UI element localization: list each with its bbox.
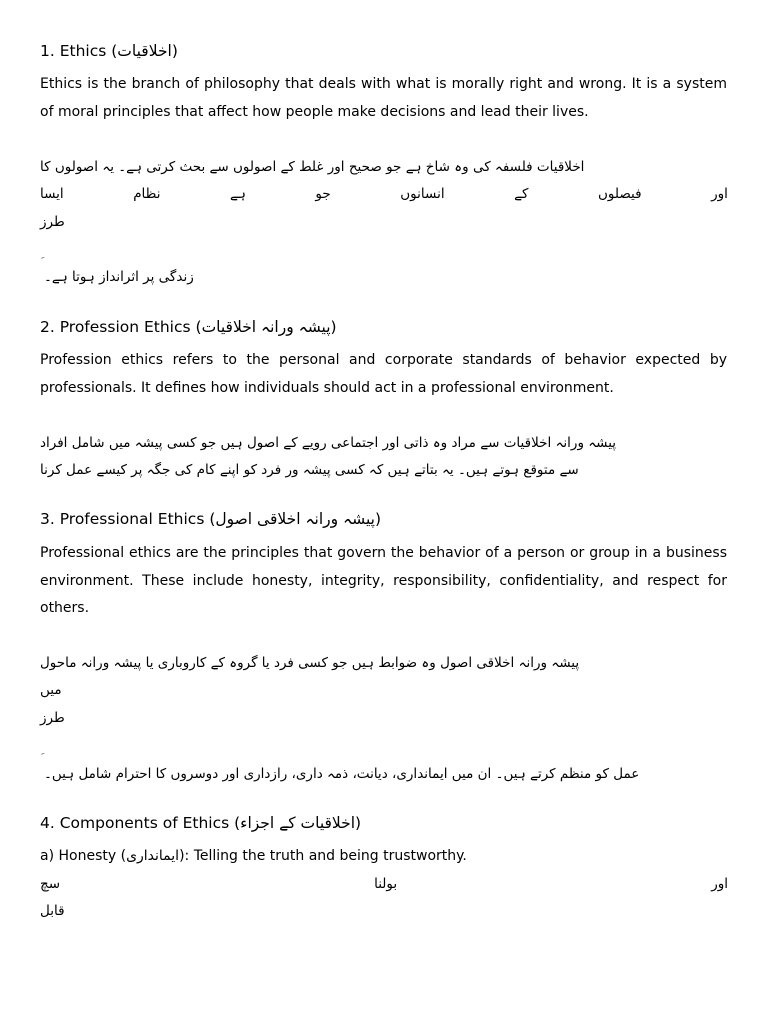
urdu-word: انسانوں	[400, 186, 445, 202]
urdu-word: ایسا	[40, 186, 64, 202]
section-1-heading: 1. Ethics (اخلاقیات)	[40, 42, 178, 60]
section-3-urdu-word-1: میں	[40, 682, 62, 698]
component-a-honesty: a) Honesty (ایمانداری): Telling the truth and being trustworthy.	[40, 848, 467, 864]
section-3-english-paragraph: Professional ethics are the principles that govern the behavior of a person or group in a business environment. These include honesty, integrity, responsibility, confidentiality, and respect for others.	[40, 545, 727, 616]
urdu-word: اور	[711, 876, 728, 892]
urdu-word: اور	[711, 186, 728, 202]
section-4-urdu-word: قابل	[40, 903, 65, 919]
section-2-heading: 2. Profession Ethics (پیشہ ورانہ اخلاقیات)	[40, 318, 337, 336]
section-1-urdu-last-line: زندگی پر اثرانداز ہوتا ہے۔	[44, 269, 194, 285]
section-1-urdu-line-1: اخلاقیات فلسفہ کی وہ شاخ ہے جو صحیح اور غلط کے اصولوں سے بحث کرتی ہے۔ یہ اصولوں کا	[40, 159, 585, 175]
urdu-word: نظام	[133, 186, 161, 202]
section-2-urdu-line-1: پیشہ ورانہ اخلاقیات سے مراد وہ ذاتی اور اجتماعی رویے کے اصول ہیں جو کسی پیشہ میں شامل افراد	[40, 435, 617, 451]
section-4-urdu-justified-line	[40, 876, 728, 892]
section-2-urdu-line-2: سے متوقع ہوتے ہیں۔ یہ بتاتے ہیں کہ کسی پیشہ ور فرد کو اپنے کام کی جگہ پر کیسے عمل کرنا	[40, 462, 579, 478]
urdu-word: سچ	[40, 876, 61, 892]
section-2-english-paragraph: Profession ethics refers to the personal and corporate standards of behavior expected by professionals. It defines how individuals should act in a professional environment.	[40, 352, 727, 396]
section-4-heading: 4. Components of Ethics (اخلاقیات کے اجزاء)	[40, 814, 362, 832]
section-3-urdu-last-line: عمل کو منظم کرتے ہیں۔ ان میں ایمانداری، دیانت، ذمہ داری، رازداری اور دوسروں کا احترام شامل ہیں۔	[44, 766, 640, 782]
section-3-heading: 3. Professional Ethics (پیشہ ورانہ اخلاقی اصول)	[40, 510, 381, 528]
urdu-word: کے	[514, 186, 529, 202]
urdu-word: فیصلوں	[597, 186, 642, 202]
urdu-word: بولنا	[374, 876, 398, 892]
section-3-urdu-line-1: پیشہ ورانہ اخلاقی اصول وہ ضوابط ہیں جو کسی فرد یا گروہ کے کاروباری یا پیشہ ورانہ ماحول	[40, 655, 580, 671]
urdu-word: جو	[315, 186, 331, 202]
section-1-english-paragraph: Ethics is the branch of philosophy that deals with what is morally right and wrong. It is a system of moral principles that affect how people make decisions and lead their lives.	[40, 76, 727, 120]
section-1-urdu-justified-line	[40, 186, 728, 202]
urdu-word: ہے	[230, 186, 246, 202]
section-3-urdu-word-2: طرز	[40, 710, 65, 726]
section-1-urdu-word: طرز	[40, 214, 65, 230]
